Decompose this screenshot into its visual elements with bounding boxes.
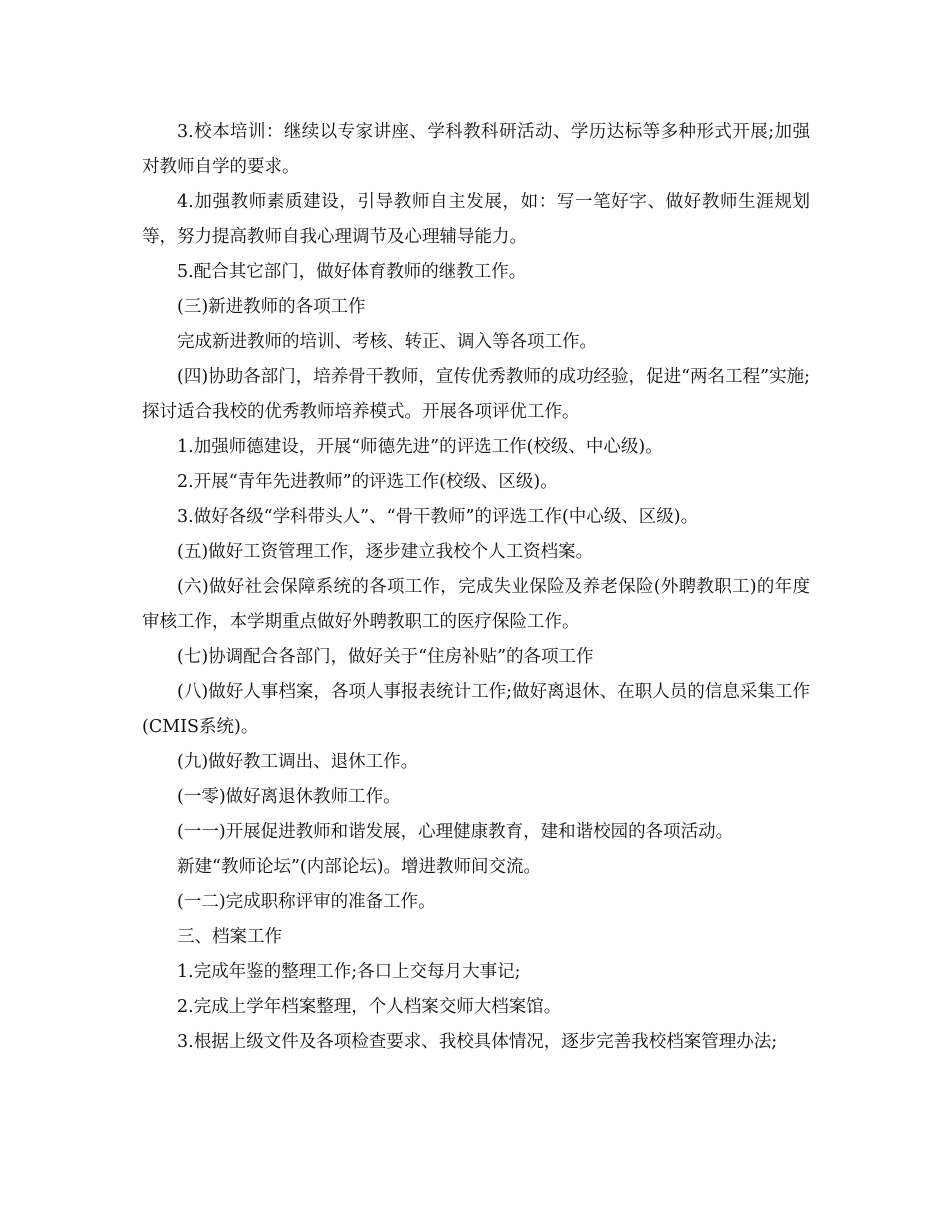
paragraph-3: 5.配合其它部门，做好体育教师的继教工作。 [177,262,527,282]
paragraph-8: 2.开展“青年先进教师”的评选工作(校级、区级)。 [177,472,558,492]
paragraph-7: 1.加强师德建设，开展“师德先进”的评选工作(校级、中心级)。 [177,437,663,457]
paragraph-11: (六)做好社会保障系统的各项工作，完成失业保险及养老保险(外聘教职工)的年度审核工作，本学期重点做好外聘教职工的医疗保险工作。 [142,577,810,632]
paragraph-2: 4.加强教师素质建设，引导教师自主发展，如：写一笔好字、做好教师生涯规划等，努力提高教师自我心理调节及心理辅导能力。 [142,192,810,247]
paragraph-16: (一一)开展促进教师和谐发展，心理健康教育，建和谐校园的各项活动。 [177,822,734,842]
paragraph-15: (一零)做好离退休教师工作。 [177,787,401,807]
paragraph-14: (九)做好教工调出、退休工作。 [177,752,419,772]
paragraph-21: 2.完成上学年档案整理，个人档案交师大档案馆。 [177,997,562,1017]
paragraph-20: 1.完成年鉴的整理工作;各口上交每月大事记; [177,962,521,982]
paragraph-9: 3.做好各级“学科带头人”、“骨干教师”的评选工作(中心级、区级)。 [177,507,699,527]
paragraph-4: (三)新进教师的各项工作 [177,297,366,317]
section-heading: 三、档案工作 [177,927,282,947]
paragraph-5: 完成新进教师的培训、考核、转正、调入等各项工作。 [177,332,597,352]
paragraph-18: (一二)完成职称评审的准备工作。 [177,892,436,912]
paragraph-12: (七)协调配合各部门，做好关于“住房补贴”的各项工作 [177,647,594,667]
paragraph-10: (五)做好工资管理工作，逐步建立我校个人工资档案。 [177,542,594,562]
paragraph-1: 3.校本培训：继续以专家讲座、学科教科研活动、学历达标等多种形式开展;加强对教师自学的要求。 [142,122,810,177]
paragraph-17: 新建“教师论坛”(内部论坛)。增进教师间交流。 [177,857,542,877]
paragraph-6: (四)协助各部门，培养骨干教师，宣传优秀教师的成功经验，促进“两名工程”实施;探讨适合我校的优秀教师培养模式。开展各项评优工作。 [142,367,810,422]
paragraph-22: 3.根据上级文件及各项检查要求、我校具体情况，逐步完善我校档案管理办法; [177,1032,778,1052]
paragraph-13: (八)做好人事档案，各项人事报表统计工作;做好离退休、在职人员的信息采集工作(CMIS系统)。 [142,682,810,737]
document-body [142,115,810,1060]
